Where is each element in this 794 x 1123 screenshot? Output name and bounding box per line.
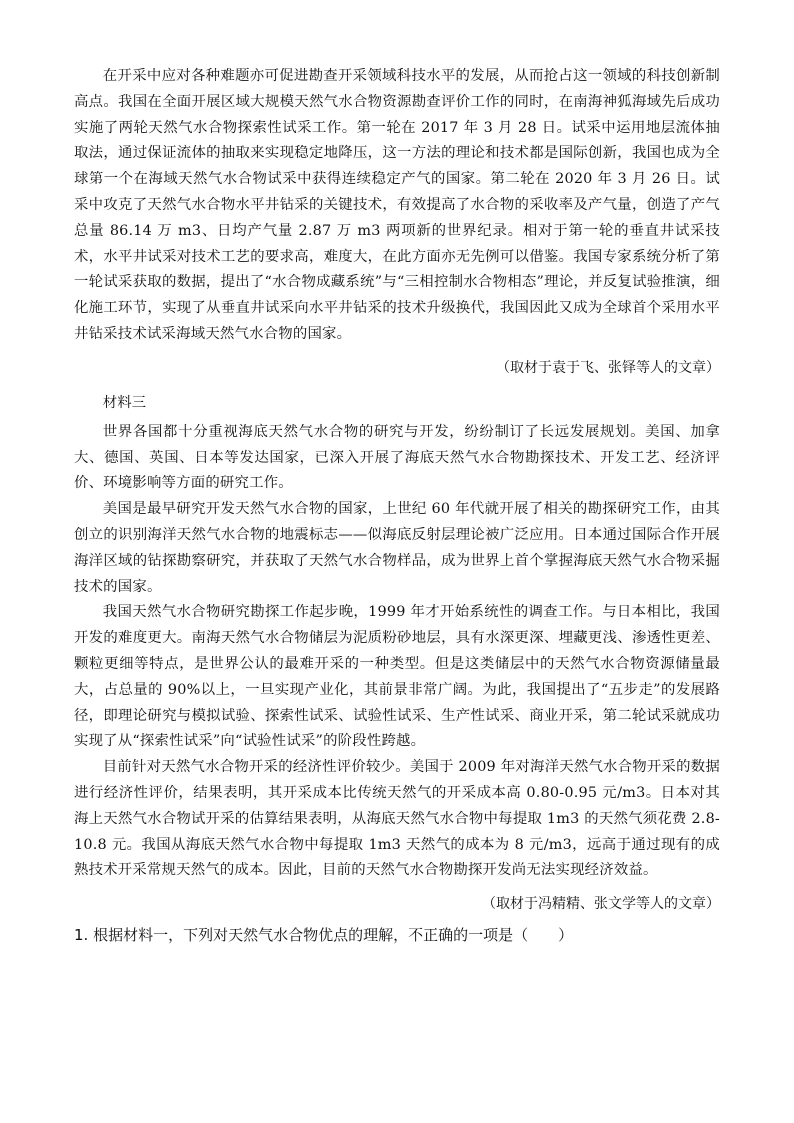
material3-heading: 材料三 [102, 394, 146, 411]
question-1: 1. 根据材料一，下列对天然气水合物优点的理解，不正确的一项是（ ） [74, 926, 574, 945]
material3-paragraph-1: 世界各国都十分重视海底天然气水合物的研究与开发，纷纷制订了长远发展规划。美国、加拿大、德国、英国、日本等发达国家，已深入开展了海底天然气水合物勘探技术、开发工艺、经济评价、环境影响等方面的研究工作。 [74, 423, 720, 492]
material2-paragraph: 在开采中应对各种难题亦可促进勘查开采领域科技水平的发展，从而抢占这一领域的科技创新制高点。我国在全面开展区域大规模天然气水合物资源勘查评价工作的同时，在南海神狐海域先后成功实施了两轮天然气水合物探索性试采工作。第一轮在 2017 年 3 月 28 日。试采中运用地层流体抽取法，通过保证流体的抽取来实现稳定地降压，这一方法的理论和技术都是国际创新，我国也成为全球第一个在海域天然气水合物试采中获得连续稳定产气的国家。第二轮在 2020 年 3 月 26 日。试采中攻克了天然气水合物水平井钻采的关键技术，有效提高了水合物的采收率及产气量，创造了产气总量 86.14 万 m3、日均产气量 2.87 万 m3 两项新的世界纪录。相对于第一轮的垂直井试采技术，水平井试采对技术工艺的要求高，难度大，在此方面亦无先例可以借鉴。我国专家系统分析了第一轮试采获取的数据，提出了“水合物成藏系统”与“三相控制水合物相态”理论，并反复试验推演，细化施工环节，实现了从垂直井试采向水平井钻采的技术升级换代，我国因此又成为全球首个采用水平井钻采技术试采海域天然气水合物的国家。 [74, 68, 720, 342]
document-content [74, 64, 720, 948]
material3-paragraph-3: 我国天然气水合物研究勘探工作起步晚，1999 年才开始系统性的调查工作。与日本相比，我国开发的难度更大。南海天然气水合物储层为泥质粉砂地层，具有水深更深、埋藏更浅、渗透性更差、颗粒更细等特点，是世界公认的最难开采的一种类型。但是这类储层中的天然气水合物资源储量最大，占总量的 90%以上，一旦实现产业化，其前景非常广阔。为此，我国提出了“五步走”的发展路径，即理论研究与模拟试验、探索性试采、试验性试采、生产性试采、商业开采，第二轮试采就成功实现了从“探索性试采”向“试验性试采”的阶段性跨越。 [74, 604, 720, 750]
material3-paragraph-4: 目前针对天然气水合物开采的经济性评价较少。美国于 2009 年对海洋天然气水合物开采的数据进行经济性评价，结果表明，其开采成本比传统天然气的开采成本高 0.80-0.95 元/m3。日本对其海上天然气水合物试开采的估算结果表明，从海底天然气水合物中每提取 1m3 的天然气须花费 2.8-10.8 元。我国从海底天然气水合物中每提取 1m3 天然气的成本为 8 元/m3，远高于通过现有的成熟技术开采常规天然气的成本。因此，目前的天然气水合物勘探开发尚无法实现经济效益。 [74, 759, 720, 879]
material3-paragraph-2: 美国是最早研究开发天然气水合物的国家，上世纪 60 年代就开展了相关的勘探研究工作，由其创立的识别海洋天然气水合物的地震标志——似海底反射层理论被广泛应用。日本通过国际合作开展海洋区域的钻探勘察研究，并获取了天然气水合物样品，成为世界上首个掌握海底天然气水合物采掘技术的国家。 [74, 501, 720, 595]
material2-source: （取材于袁于飞、张铎等人的文章） [496, 359, 720, 376]
material3-source: （取材于冯精精、张文学等人的文章） [482, 896, 720, 913]
